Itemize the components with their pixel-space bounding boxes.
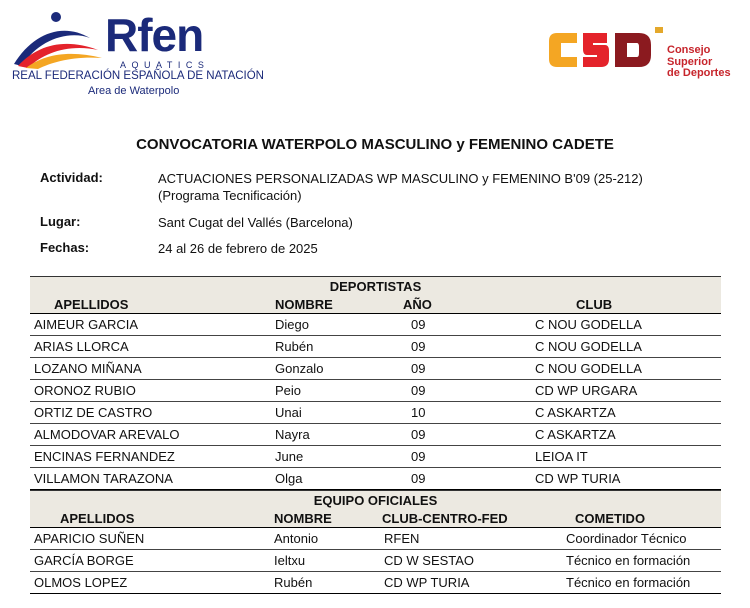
rfen-wordmark: Rfen: [105, 9, 204, 61]
deportistas-header: [30, 296, 721, 314]
oficiales-header: [30, 510, 721, 528]
cell-apellidos: LOZANO MIÑANA: [34, 361, 142, 376]
cell-ano: 09: [411, 449, 426, 464]
cell-nombre: Rubén: [275, 339, 314, 354]
cell-nombre: Nayra: [275, 427, 310, 442]
deportistas-title: DEPORTISTAS: [30, 276, 721, 296]
cell-club: C ASKARTZA: [535, 405, 616, 420]
document-title: CONVOCATORIA WATERPOLO MASCULINO y FEMENINO CADETE: [136, 136, 614, 153]
cell-club-centro-fed: CD WP TURIA: [384, 575, 470, 590]
cell-club: C NOU GODELLA: [535, 361, 642, 376]
cell-ano: 09: [411, 361, 426, 376]
fechas-value: 24 al 26 de febrero de 2025: [158, 241, 318, 256]
csd-logo: [547, 25, 742, 90]
cell-club: C ASKARTZA: [535, 427, 616, 442]
cell-club: CD WP URGARA: [535, 383, 638, 398]
actividad-value: ACTUACIONES PERSONALIZADAS WP MASCULINO y FEMENINO B'09 (25-212) (Programa Tecnificación): [158, 171, 643, 203]
tables: [30, 276, 721, 594]
lugar-value: Sant Cugat del Vallés (Barcelona): [158, 215, 353, 230]
table-row: [30, 402, 721, 424]
cell-nombre: Peio: [275, 383, 302, 398]
swimmer-wave-icon: [8, 8, 108, 70]
cell-nombre: Diego: [275, 317, 309, 332]
table-row: [30, 424, 721, 446]
cell-ano: 09: [411, 317, 426, 332]
header-cometido: COMETIDO: [575, 511, 646, 526]
cell-club-centro-fed: RFEN: [384, 531, 420, 546]
cell-apellidos: ALMODOVAR AREVALO: [34, 427, 180, 442]
federation-name: REAL FEDERACIÓN ESPAÑOLA DE NATACIÓN: [12, 70, 264, 82]
cell-club: LEIOA IT: [535, 449, 588, 464]
cell-club: C NOU GODELLA: [535, 317, 642, 332]
header-apellidos: APELLIDOS: [54, 297, 129, 312]
table-row: [30, 358, 721, 380]
cell-apellidos: OLMOS LOPEZ: [34, 575, 128, 590]
oficiales-rows: [30, 528, 721, 594]
cell-nombre: Rubén: [274, 575, 313, 590]
cell-apellidos: ARIAS LLORCA: [34, 339, 129, 354]
cell-nombre: June: [275, 449, 304, 464]
fechas-label: Fechas:: [40, 240, 90, 255]
rfen-tagline: AQUATICS: [120, 60, 210, 70]
cell-nombre: Ieltxu: [274, 553, 306, 568]
cell-apellidos: AIMEUR GARCIA: [34, 317, 139, 332]
table-row: [30, 468, 721, 490]
cell-cometido: Técnico en formación: [566, 553, 691, 568]
cell-club: C NOU GODELLA: [535, 339, 642, 354]
cell-ano: 09: [411, 471, 426, 486]
rfen-logo: [8, 8, 264, 103]
header-club: CLUB: [576, 297, 613, 312]
cell-ano: 09: [411, 383, 426, 398]
csd-mark-icon: [547, 25, 665, 75]
cell-cometido: Técnico en formación: [566, 575, 691, 590]
cell-apellidos: APARICIO SUÑEN: [34, 531, 145, 546]
oficiales-title: EQUIPO OFICIALES: [30, 490, 721, 510]
table-row: [30, 314, 721, 336]
actividad-label: Actividad:: [40, 170, 103, 185]
cell-ano: 09: [411, 339, 426, 354]
cell-ano: 10: [411, 405, 426, 420]
cell-apellidos: ENCINAS FERNANDEZ: [34, 449, 175, 464]
header-apellidos: APELLIDOS: [60, 511, 135, 526]
table-row: [30, 572, 721, 594]
header-ano: AÑO: [403, 297, 432, 312]
csd-name: Consejo Superior de Deportes: [667, 44, 731, 79]
cell-nombre: Unai: [275, 405, 302, 420]
table-row: [30, 380, 721, 402]
table-row: [30, 528, 721, 550]
cell-nombre: Olga: [275, 471, 303, 486]
cell-cometido: Coordinador Técnico: [566, 531, 687, 546]
table-row: [30, 446, 721, 468]
cell-nombre: Gonzalo: [275, 361, 324, 376]
header-nombre: NOMBRE: [275, 297, 333, 312]
cell-club: CD WP TURIA: [535, 471, 621, 486]
cell-apellidos: ORTIZ DE CASTRO: [34, 405, 153, 420]
table-row: [30, 550, 721, 572]
table-row: [30, 336, 721, 358]
lugar-label: Lugar:: [40, 214, 81, 229]
cell-apellidos: GARCÍA BORGE: [34, 553, 134, 568]
federation-area: Area de Waterpolo: [88, 85, 180, 97]
cell-apellidos: ORONOZ RUBIO: [34, 383, 136, 398]
header-club-centro-fed: CLUB-CENTRO-FED: [382, 511, 508, 526]
header-nombre: NOMBRE: [274, 511, 332, 526]
cell-nombre: Antonio: [274, 531, 319, 546]
cell-apellidos: VILLAMON TARAZONA: [34, 471, 173, 486]
cell-club-centro-fed: CD W SESTAO: [384, 553, 475, 568]
deportistas-rows: [30, 314, 721, 490]
cell-ano: 09: [411, 427, 426, 442]
